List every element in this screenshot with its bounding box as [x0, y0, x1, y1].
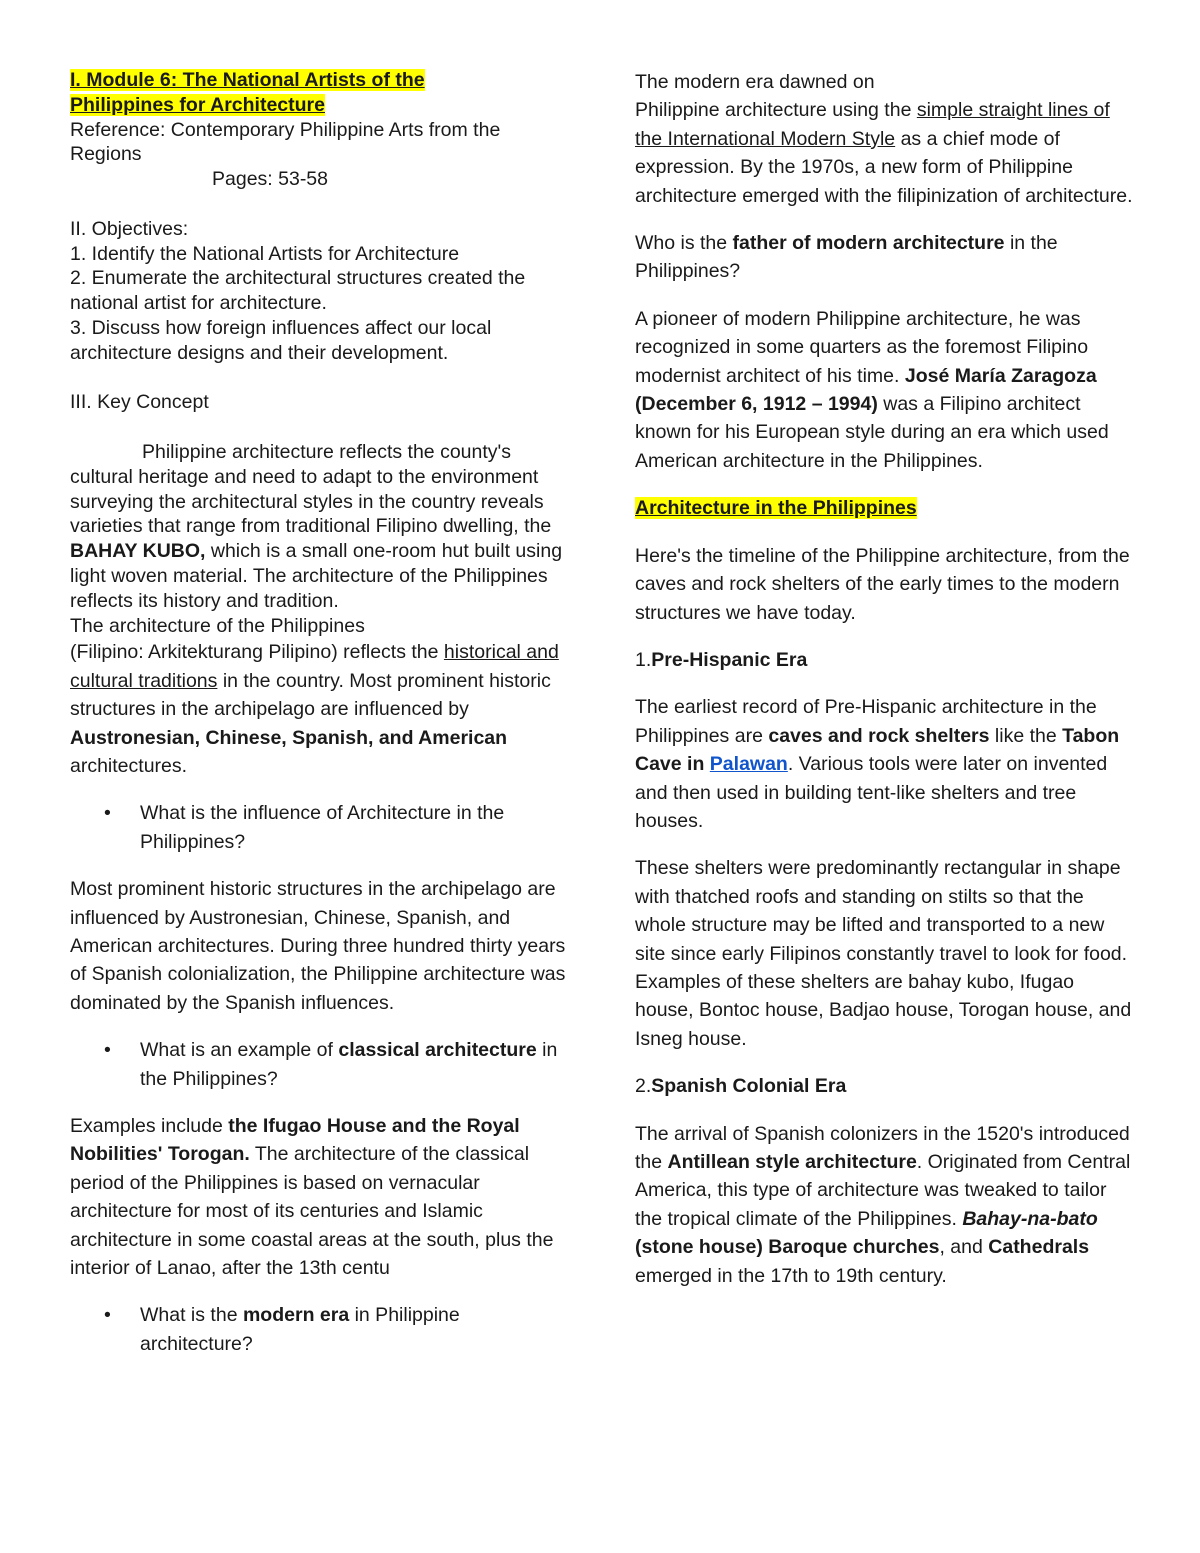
bullet-icon: •	[104, 1039, 111, 1062]
timeline-intro: Here's the timeline of the Philippine architecture, from the caves and rock shelters of the early times to the modern structures we have today.	[635, 544, 1130, 624]
question-item: • What is the modern era in Philippine architecture?	[140, 1301, 568, 1358]
key-concept-paragraph: Philippine architecture reflects the county's cultural heritage and need to adapt to the environment surveying the architectural styles in the country reveals varieties that range from traditional Filipino dwelling, the BAHAY KUBO, which is a small one-room hut built using light woven material. The architecture of the Philippines reflects its history and tradition.	[70, 440, 563, 612]
objectives-heading: II. Objectives:	[70, 217, 189, 240]
modern-era-paragraph: Philippine architecture using the simple straight lines of the International Modern Style as a chief mode of expression. By the 1970s, a new form of Philippine architecture emerged with the filipinization of architecture.	[635, 99, 1133, 207]
right-column	[635, 68, 1135, 1290]
question-item: • What is the influence of Architecture in the Philippines?	[140, 799, 568, 856]
palawan-link[interactable]: Palawan	[709, 753, 788, 776]
question-list	[70, 1301, 568, 1358]
question-list	[70, 799, 568, 856]
era-paragraph: The arrival of Spanish colonizers in the 1520's introduced the Antillean style architecture. Originated from Central America, this type of architecture was tweaked to tailor the tropical climate of the Philippines. Bahay-na-bato (stone house) Baroque churches, and Cathedrals emerged in the 17th to 19th century.	[635, 1122, 1131, 1287]
question-item: • What is an example of classical architecture in the Philippines?	[140, 1036, 568, 1093]
module-title-line2: Philippines for Architecture	[70, 93, 325, 116]
era-paragraph: These shelters were predominantly rectangular in shape with thatched roofs and standing on stilts so that the whole structure may be lifted and transported to a new site since early Filipinos constantly travel to look for food. Examples of these shelters are bahay kubo, Ifugao house, Bontoc house, Badjao house, Torogan house, and Isneg house.	[635, 857, 1132, 1050]
question-list	[70, 1036, 568, 1093]
pages: Pages: 53-58	[212, 168, 329, 191]
bullet-icon: •	[104, 1304, 111, 1327]
answer-paragraph: Examples include the Ifugao House and the Royal Nobilities' Torogan. The architecture of the classical period of the Philippines is based on vernacular architecture for most of its centuries and Islamic architecture in some coastal areas at the south, plus the interior of Lanao, after the 13th centu	[70, 1115, 554, 1280]
modern-era-line: The modern era dawned on	[635, 71, 875, 93]
key-concept-heading: III. Key Concept	[70, 391, 209, 414]
answer-paragraph: Most prominent historic structures in the archipelago are influenced by Austronesian, Chinese, Spanish, and American architectures. During three hundred thirty years of Spanish colonialization, the Philippine architecture was dominated by the Spanish influences.	[70, 878, 566, 1014]
objective-item: 1. Identify the National Artists for Architecture	[70, 242, 460, 265]
architecture-line: The architecture of the Philippines	[70, 614, 365, 637]
section-heading: Architecture in the Philippines	[635, 497, 917, 520]
reference: Reference: Contemporary Philippine Arts from the Regions	[70, 118, 501, 166]
objective-item: 2. Enumerate the architectural structures created the national artist for architecture.	[70, 267, 526, 315]
era-paragraph: The earliest record of Pre-Hispanic architecture in the Philippines are caves and rock shelters like the Tabon Cave in Palawan. Various tools were later on invented and then used in building tent-like shelters and tree houses.	[635, 696, 1120, 832]
father-question: Who is the father of modern architecture in the Philippines?	[635, 232, 1058, 283]
pioneer-paragraph: A pioneer of modern Philippine architecture, he was recognized in some quarters as the foremost Filipino modernist architect of his time. José María Zaragoza (December 6, 1912 – 1994) was a Filipino architect known for his European style during an era which used American architecture in the Philippines.	[635, 307, 1109, 472]
era-heading: 2.Spanish Colonial Era	[635, 1075, 847, 1098]
left-column	[70, 68, 568, 1358]
bullet-icon: •	[104, 802, 111, 825]
objective-item: 3. Discuss how foreign influences affect our local architecture designs and their development.	[70, 316, 492, 364]
module-title	[70, 68, 568, 118]
module-title-line1: I. Module 6: The National Artists of the	[70, 69, 425, 91]
architecture-paragraph: (Filipino: Arkitekturang Pilipino) reflects the historical and cultural traditions in the country. Most prominent historic structures in the archipelago are influenced by Austronesian, Chinese, Spanish, and American architectures.	[70, 641, 559, 777]
era-heading: 1.Pre-Hispanic Era	[635, 648, 808, 671]
